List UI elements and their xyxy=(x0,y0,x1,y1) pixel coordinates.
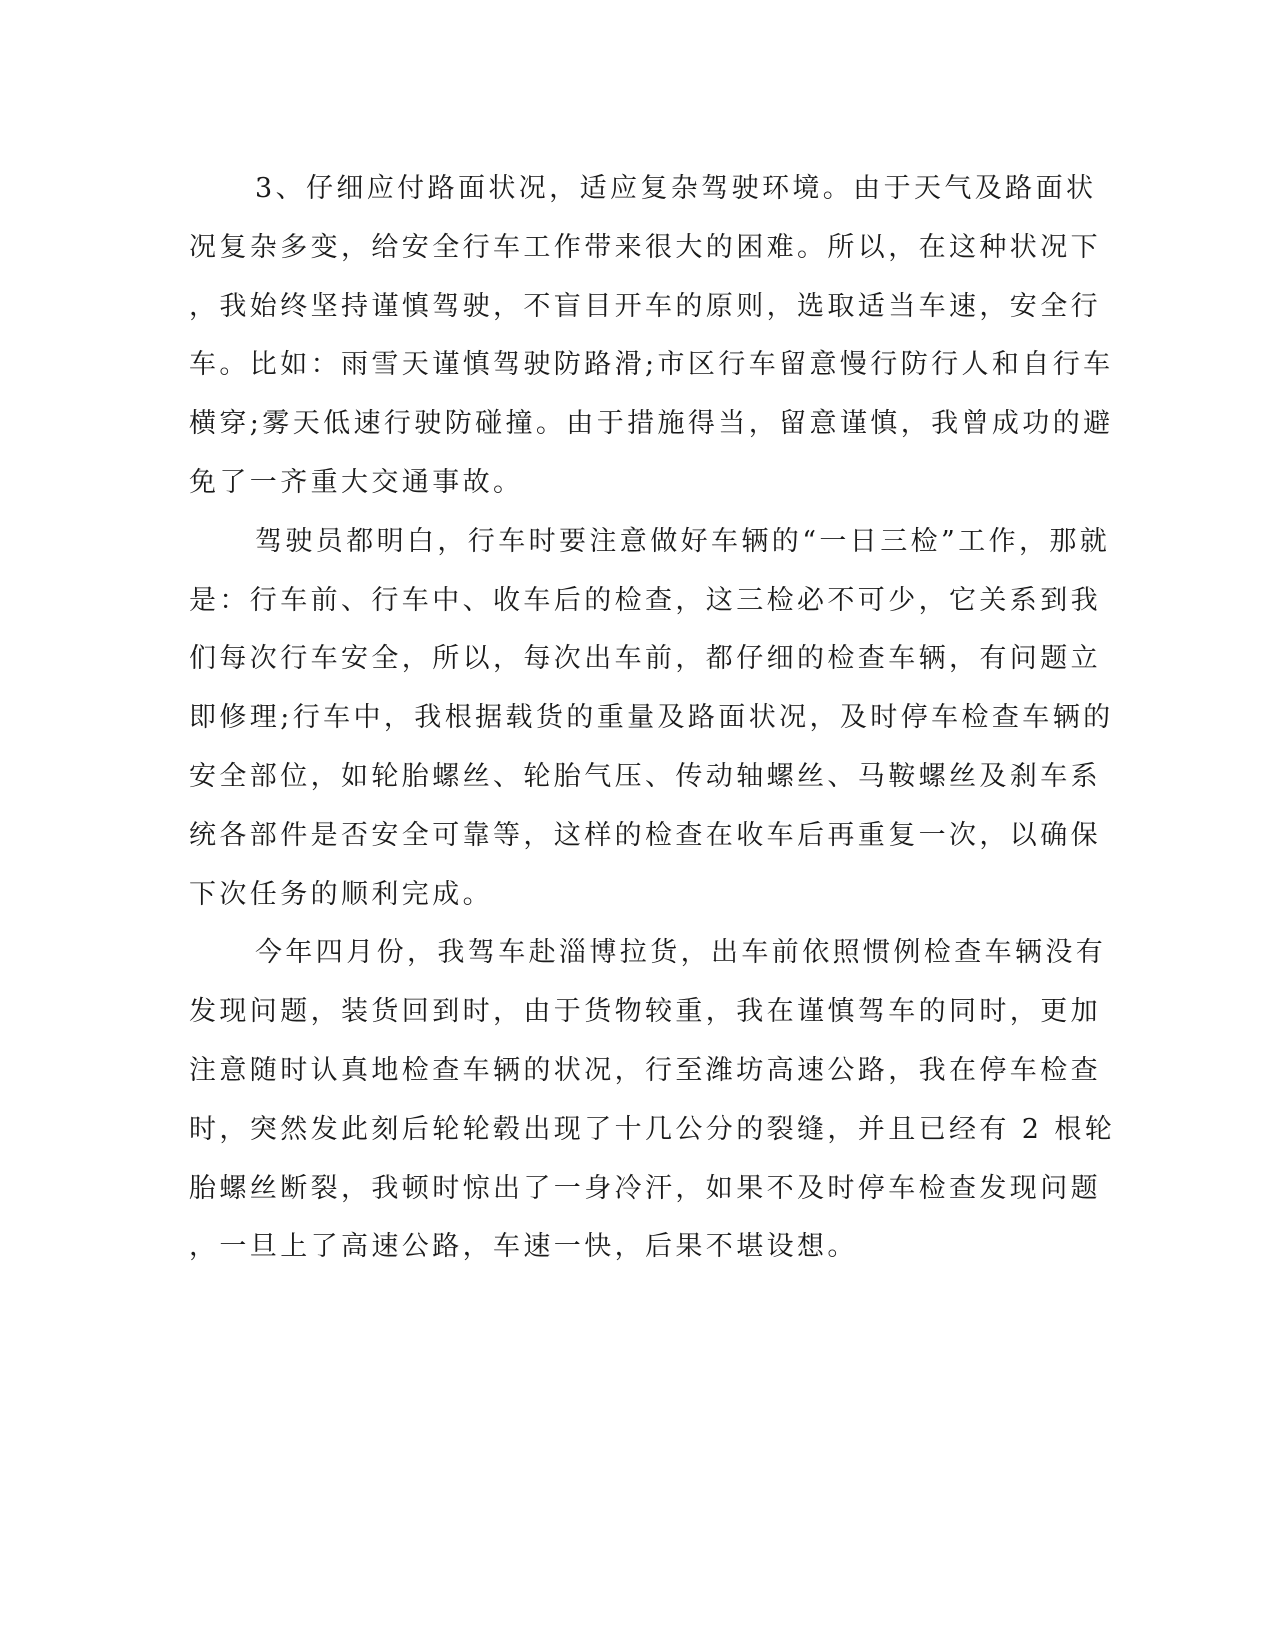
text-line: 注意随时认真地检查车辆的状况，行至潍坊高速公路，我在停车检查 xyxy=(189,1054,1101,1086)
text-line: 3、仔细应付路面状况，适应复杂驾驶环境。由于天气及路面状 xyxy=(255,173,1097,204)
paragraph-daily-inspection xyxy=(189,513,1114,925)
text-line: 发现问题，装货回到时，由于货物较重，我在谨慎驾车的同时，更加 xyxy=(189,996,1101,1028)
text-line: 是：行车前、行车中、收车后的检查，这三检必不可少，它关系到我 xyxy=(189,584,1101,616)
text-line: 们每次行车安全，所以，每次出车前，都仔细的检查车辆，有问题立 xyxy=(189,643,1101,675)
text-line: 车。比如：雨雪天谨慎驾驶防路滑;市区行车留意慢行防行人和自行车 xyxy=(189,349,1114,381)
text-line: 今年四月份，我驾车赴淄博拉货，出车前依照惯例检查车辆没有 xyxy=(255,937,1107,969)
body-text xyxy=(189,160,1116,1277)
text-line: 安全部位，如轮胎螺丝、轮胎气压、传动轴螺丝、马鞍螺丝及刹车系 xyxy=(189,760,1101,792)
text-line: 时，突然发此刻后轮轮毂出现了十几公分的裂缝，并且已经有 2 根轮 xyxy=(189,1113,1116,1145)
paragraph-april-incident xyxy=(189,924,1116,1277)
text-line: 下次任务的顺利完成。 xyxy=(189,878,493,910)
text-line: ，一旦上了高速公路，车速一快，后果不堪设想。 xyxy=(189,1231,858,1263)
text-line: 统各部件是否安全可靠等，这样的检查在收车后再重复一次，以确保 xyxy=(189,819,1101,851)
text-line: 横穿;雾天低速行驶防碰撞。由于措施得当，留意谨慎，我曾成功的避 xyxy=(189,408,1114,440)
text-line: 胎螺丝断裂，我顿时惊出了一身冷汗，如果不及时停车检查发现问题 xyxy=(189,1172,1101,1204)
text-line: 驾驶员都明白，行车时要注意做好车辆的“一日三检”工作，那就 xyxy=(255,525,1111,557)
text-line: ，我始终坚持谨慎驾驶，不盲目开车的原则，选取适当车速，安全行 xyxy=(189,290,1101,322)
text-line: 免了一齐重大交通事故。 xyxy=(189,466,524,498)
text-line: 即修理;行车中，我根据载货的重量及路面状况，及时停车检查车辆的 xyxy=(189,702,1114,734)
paragraph-road-conditions xyxy=(189,160,1114,513)
text-line: 况复杂多变，给安全行车工作带来很大的困难。所以，在这种状况下 xyxy=(189,231,1101,263)
